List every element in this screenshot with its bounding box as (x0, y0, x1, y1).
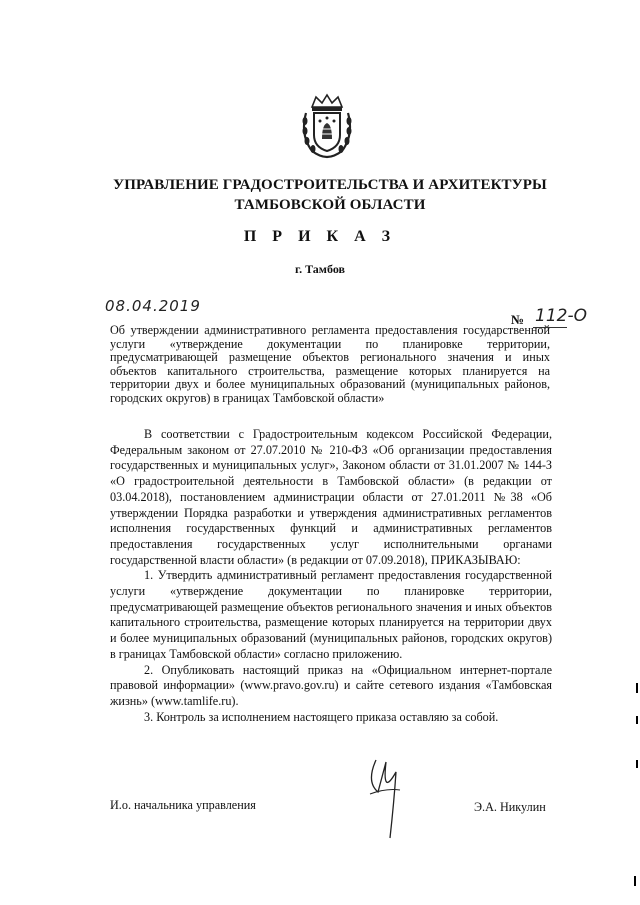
document-date: 08.04.2019 (105, 297, 201, 315)
document-type-title: П Р И К А З (243, 228, 397, 245)
document-city: г. Тамбов (295, 262, 345, 276)
preamble-paragraph: В соответствии с Градостроительным кодексом Российской Федерации, Федеральным законом от 27.07.2010 № 210-ФЗ «Об организации предоставления государственных и муниципальных услуг», Законом области от 31.01.2007 № 144-З «О градостроительной деятельности в Тамбовской области» (в редакции от 03.04.2018), постановлением администрации области от 27.01.2011 №38 «Об утверждении Порядка разработки и утверждения административных регламентов исполнения государственных функций и административных регламентов предоставления государственных услуг исполнительными органами государственной власти области» (в редакции от 07.09.2018), ПРИКАЗЫВАЮ: (110, 427, 552, 567)
scan-artifact (634, 876, 636, 886)
signatory-position: И.о. начальника управления (110, 798, 256, 812)
document-number: 112-О (535, 306, 587, 326)
scan-artifact (636, 760, 638, 768)
document-subject: Об утверждении административного регламента предоставления государственной услуги «утверждение документации по планировке территории, предусматривающей размещение объектов регионального значения и иных объектов капитального строительства, размещение которых планируется на территории двух и более муниципальных образований (муниципальных районов, городских округов) в границах Тамбовской области» (110, 323, 550, 405)
scan-artifact (636, 683, 638, 693)
coat-of-arms-icon (298, 93, 356, 159)
document-body (110, 427, 552, 725)
order-item-3: 3. Контроль за исполнением настоящего приказа оставляю за собой. (144, 709, 499, 724)
signatory-name: Э.А. Никулин (474, 800, 546, 814)
document-number-label: № (511, 312, 525, 327)
organization-region: ТАМБОВСКОЙ ОБЛАСТИ (234, 197, 426, 213)
order-item-2: 2. Опубликовать настоящий приказ на «Официальном интернет-портале правовой информации» (www.pravo.gov.ru) и сайте сетевого издания «Тамбовская жизнь» (www.tamlife.ru). (110, 662, 552, 708)
organization-name: УПРАВЛЕНИЕ ГРАДОСТРОИТЕЛЬСТВА И АРХИТЕКТУРЫ (113, 177, 547, 193)
order-item-1: 1. Утвердить административный регламент предоставления государственной услуги «утверждение документации по планировке территории, предусматривающей размещение объектов регионального значения и иных объектов капитального строительства, размещение которых планируется на территории двух и более муниципальных образований (муниципальных районов, городских округов) в границах Тамбовской области» согласно приложению. (110, 568, 552, 661)
scan-artifact (636, 716, 638, 724)
handwritten-signature (356, 752, 426, 842)
